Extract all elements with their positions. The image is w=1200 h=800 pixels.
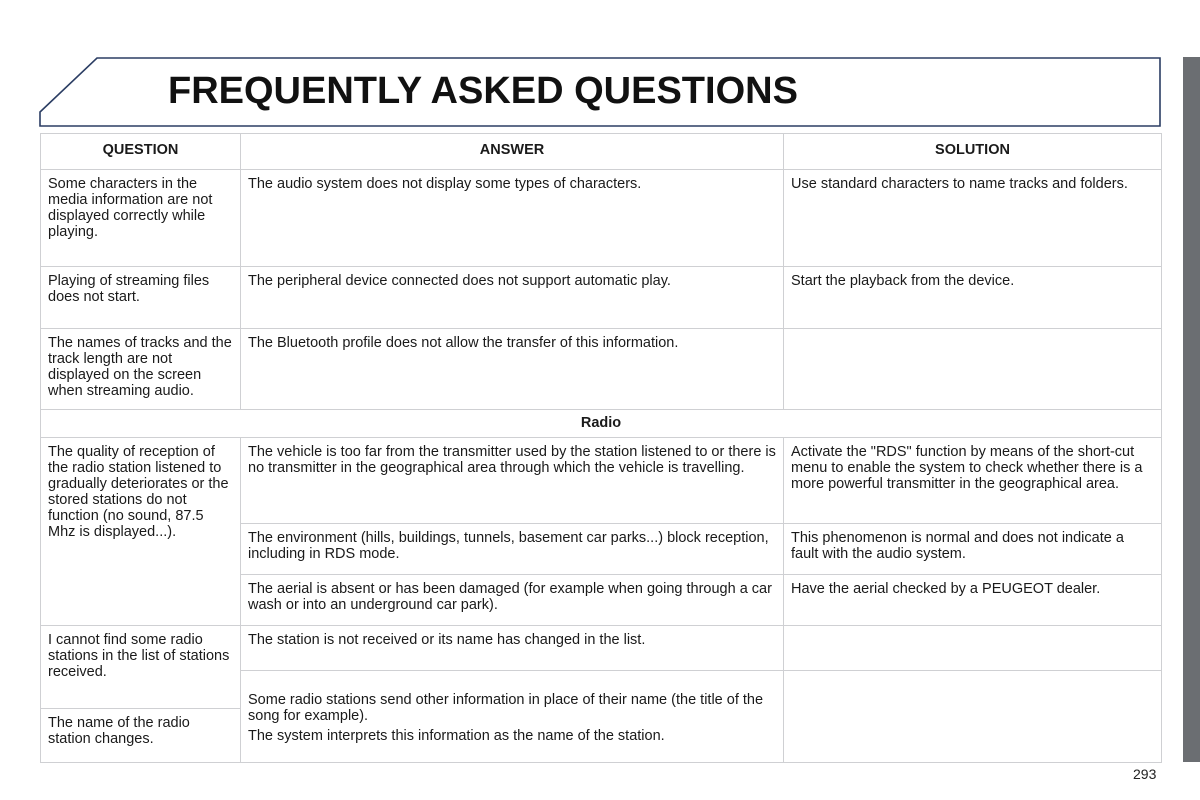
page-number: 293 bbox=[1133, 766, 1157, 782]
answer-cell: The peripheral device connected does not support automatic play. bbox=[241, 267, 784, 329]
answer-cell: The environment (hills, buildings, tunnels, basement car parks...) block reception, including in RDS mode. bbox=[241, 524, 784, 575]
table-row bbox=[41, 329, 1162, 410]
solution-cell bbox=[784, 671, 1162, 763]
solution-cell: This phenomenon is normal and does not indicate a fault with the audio system. bbox=[784, 524, 1162, 575]
faq-table bbox=[40, 133, 1162, 763]
question-cell: Playing of streaming files does not start. bbox=[41, 267, 241, 329]
column-header-answer: ANSWER bbox=[241, 134, 784, 170]
table-header-row bbox=[41, 134, 1162, 170]
solution-cell bbox=[784, 626, 1162, 671]
side-tab-marker bbox=[1183, 57, 1200, 762]
page-title: FREQUENTLY ASKED QUESTIONS bbox=[168, 70, 798, 112]
column-header-solution: SOLUTION bbox=[784, 134, 1162, 170]
answer-cell: The audio system does not display some types of characters. bbox=[241, 170, 784, 267]
table-row bbox=[41, 267, 1162, 329]
answer-cell: The vehicle is too far from the transmitter used by the station listened to or there is no transmitter in the geographical area through which the vehicle is travelling. bbox=[241, 438, 784, 524]
header-frame bbox=[0, 0, 1200, 135]
section-label-radio: Radio bbox=[41, 410, 1162, 438]
table-row bbox=[41, 170, 1162, 267]
solution-cell bbox=[784, 329, 1162, 410]
column-header-question: QUESTION bbox=[41, 134, 241, 170]
question-cell: The names of tracks and the track length are not displayed on the screen when streaming audio. bbox=[41, 329, 241, 410]
solution-cell: Have the aerial checked by a PEUGEOT dealer. bbox=[784, 575, 1162, 626]
answer-cell: The Bluetooth profile does not allow the transfer of this information. bbox=[241, 329, 784, 410]
section-row bbox=[41, 410, 1162, 438]
question-cell: Some characters in the media information are not displayed correctly while playing. bbox=[41, 170, 241, 267]
answer-cell bbox=[241, 671, 784, 763]
answer-cell: The aerial is absent or has been damaged (for example when going through a car wash or into an underground car park). bbox=[241, 575, 784, 626]
answer-paragraph: Some radio stations send other information in place of their name (the title of the song for example). bbox=[248, 691, 764, 724]
table-row bbox=[41, 626, 1162, 671]
question-cell: I cannot find some radio stations in the list of stations received. bbox=[41, 626, 241, 709]
solution-cell: Start the playback from the device. bbox=[784, 267, 1162, 329]
table-row bbox=[41, 438, 1162, 524]
answer-cell: The station is not received or its name has changed in the list. bbox=[241, 626, 784, 671]
question-cell: The quality of reception of the radio station listened to gradually deteriorates or the stored stations do not function (no sound, 87.5 Mhz is displayed...). bbox=[41, 438, 241, 626]
answer-paragraph: The system interprets this information as the name of the station. bbox=[248, 727, 665, 744]
question-cell: The name of the radio station changes. bbox=[41, 709, 241, 763]
solution-cell: Use standard characters to name tracks and folders. bbox=[784, 170, 1162, 267]
solution-cell: Activate the "RDS" function by means of the short-cut menu to enable the system to check whether there is a more powerful transmitter in the geographical area. bbox=[784, 438, 1162, 524]
